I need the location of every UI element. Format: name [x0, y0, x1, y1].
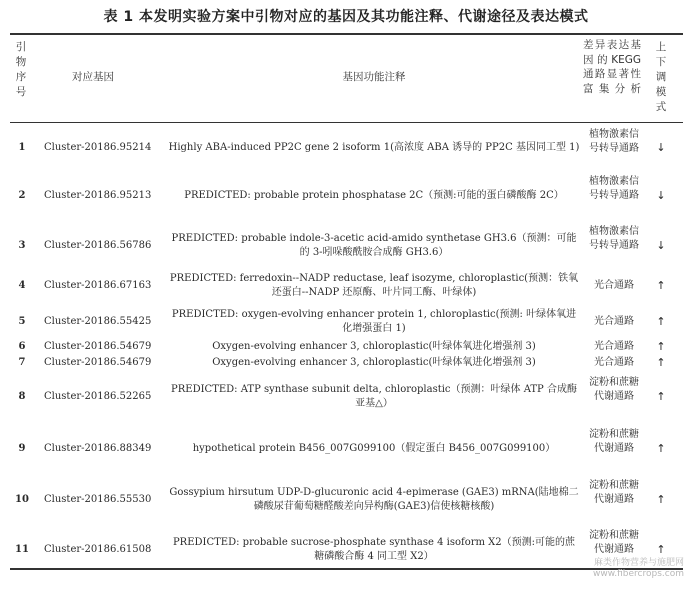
primer-number: 10: [15, 494, 29, 505]
gene-function: PREDICTED: oxygen-evolving enhancer protein 1, chloroplastic(预测: 叶绿体氧进化增强蛋白 1): [171, 309, 577, 334]
top-rule: [10, 33, 683, 35]
regulation-arrow: ↑: [656, 315, 666, 328]
gene-id: Cluster-20186.55425: [44, 316, 152, 327]
kegg-pathway: 淀粉和蔗糖代谢通路: [589, 530, 639, 555]
primer-number: 8: [18, 391, 26, 402]
watermark-url: www.fibercrops.com: [593, 569, 684, 579]
gene-id: Cluster-20186.54679: [44, 357, 152, 368]
table-row: [0, 426, 692, 472]
gene-id: Cluster-20186.54679: [44, 341, 152, 352]
primer-number: 2: [18, 190, 26, 201]
table-row: [0, 128, 692, 168]
gene-function: Gossypium hirsutum UDP-D-glucuronic acid 4-epimerase (GAE3) mRNA(陆地棉二磷酸尿苷葡萄糖醛酸差向异构酶(GAE3)信使核糖核酸): [169, 487, 579, 512]
bottom-rule: [10, 568, 683, 570]
primer-number: 9: [18, 443, 26, 454]
kegg-pathway: 光合通路: [594, 316, 634, 327]
primer-number: 1: [18, 142, 26, 153]
gene-id: Cluster-20186.52265: [44, 391, 152, 402]
header-gene: 对应基因: [72, 71, 114, 83]
gene-function: Highly ABA-induced PP2C gene 2 isoform 1(高浓度 ABA 诱导的 PP2C 基因同工型 1): [168, 142, 580, 153]
regulation-arrow: ↓: [656, 189, 666, 202]
table-row: [0, 374, 692, 420]
table-row: [0, 356, 692, 370]
regulation-arrow: ↑: [656, 442, 666, 455]
gene-function: Oxygen-evolving enhancer 3, chloroplastic(叶绿体氧进化增强剂 3): [212, 357, 536, 368]
header-rule: [10, 122, 683, 123]
gene-function: PREDICTED: probable protein phosphatase 2C（预测:可能的蛋白磷酸酶 2C）: [184, 190, 564, 201]
table-row: [0, 224, 692, 268]
primer-number: 7: [18, 357, 26, 368]
kegg-pathway: 光合通路: [594, 341, 634, 352]
regulation-arrow: ↑: [656, 340, 666, 353]
gene-id: Cluster-20186.95214: [44, 142, 152, 153]
kegg-pathway: 淀粉和蔗糖代谢通路: [589, 480, 639, 505]
header-kegg: 差异表达基因的KEGG 通路显著性富集分析: [583, 39, 641, 95]
primer-number: 5: [18, 316, 26, 327]
primer-number: 6: [18, 341, 26, 352]
header-primer-no: 引物序号: [15, 41, 27, 98]
kegg-pathway: 淀粉和蔗糖代谢通路: [589, 377, 639, 402]
gene-function: PREDICTED: probable indole-3-acetic acid-amido synthetase GH3.6（预测：可能的 3-吲哚酸酰胺合成酶 GH3.6）: [171, 233, 577, 258]
header-function: 基因功能注释: [342, 71, 406, 83]
gene-id: Cluster-20186.55530: [44, 494, 152, 505]
primer-number: 11: [15, 544, 29, 555]
table-title: 表 1 本发明实验方案中引物对应的基因及其功能注释、代谢途径及表达模式: [103, 9, 589, 25]
gene-id: Cluster-20186.56786: [44, 240, 152, 251]
regulation-arrow: ↑: [656, 543, 666, 556]
kegg-pathway: 光合通路: [594, 280, 634, 291]
table-row: [0, 477, 692, 523]
primer-number: 3: [18, 240, 26, 251]
table-row: [0, 527, 692, 573]
gene-function: hypothetical protein B456_007G099100（假定蛋白 B456_007G099100）: [192, 443, 556, 454]
table-row: [0, 173, 692, 219]
gene-id: Cluster-20186.88349: [44, 443, 152, 454]
gene-id: Cluster-20186.61508: [44, 544, 152, 555]
gene-function: PREDICTED: ATP synthase subunit delta, chloroplastic（预测：叶绿体 ATP 合成酶亚基△）: [171, 384, 577, 409]
regulation-arrow: ↑: [656, 493, 666, 506]
gene-id: Cluster-20186.67163: [44, 280, 152, 291]
regulation-arrow: ↑: [656, 390, 666, 403]
gene-function: PREDICTED: probable sucrose-phosphate synthase 4 isoform X2（预测:可能的蔗糖磷酸合酶 4 同工型 X2）: [172, 537, 576, 562]
kegg-pathway: 植物激素信号转导通路: [589, 176, 639, 201]
primer-number: 4: [18, 280, 26, 291]
kegg-pathway: 植物激素信号转导通路: [589, 129, 639, 154]
regulation-arrow: ↓: [656, 239, 666, 252]
table-row: [0, 340, 692, 354]
regulation-arrow: ↓: [656, 141, 666, 154]
table-row: [0, 305, 692, 339]
kegg-pathway: 光合通路: [594, 357, 634, 368]
regulation-arrow: ↑: [656, 279, 666, 292]
header-direction: 上下调模式: [655, 41, 667, 113]
kegg-pathway: 植物激素信号转导通路: [589, 226, 639, 251]
watermark-name: 麻类作物营养与施肥网: [593, 558, 684, 568]
table-row: [0, 269, 692, 303]
kegg-pathway: 淀粉和蔗糖代谢通路: [589, 429, 639, 454]
gene-function: Oxygen-evolving enhancer 3, chloroplastic(叶绿体氧进化增强剂 3): [212, 341, 536, 352]
watermark: [593, 558, 684, 580]
gene-function: PREDICTED: ferredoxin--NADP reductase, leaf isozyme, chloroplastic(预测：铁氧还蛋白--NADP 还原酶、叶片同工酶、叶绿体): [169, 273, 579, 298]
regulation-arrow: ↑: [656, 356, 666, 369]
gene-id: Cluster-20186.95213: [44, 190, 152, 201]
